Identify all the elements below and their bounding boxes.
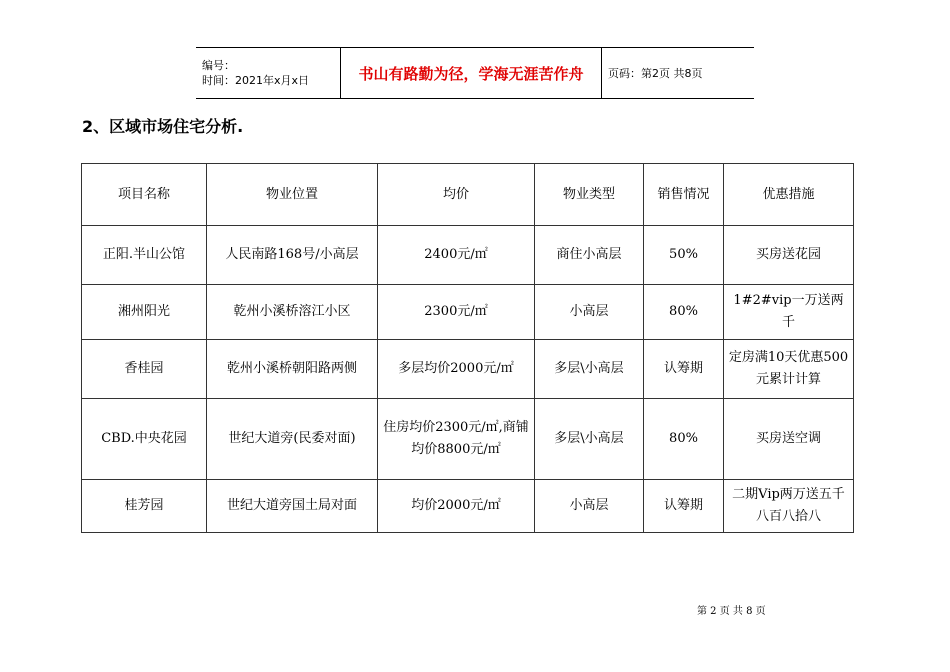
table-cell: 二期Vip两万送五千八百八拾八 xyxy=(724,480,854,533)
table-cell: 多层\小高层 xyxy=(535,399,644,480)
table-cell: 认筹期 xyxy=(644,480,724,533)
table-cell: 2400元/㎡ xyxy=(378,226,535,285)
table-row xyxy=(82,285,854,340)
table-cell: CBD.中央花园 xyxy=(82,399,207,480)
time-label: 时间：2021年x月x日 xyxy=(202,74,310,87)
column-header: 物业类型 xyxy=(535,164,644,226)
table-row xyxy=(82,399,854,480)
table-cell: 认筹期 xyxy=(644,340,724,399)
table-cell: 80% xyxy=(644,285,724,340)
table-cell: 小高层 xyxy=(535,285,644,340)
table-cell: 定房满10天优惠500元累计计算 xyxy=(724,340,854,399)
table-cell: 世纪大道旁(民委对面) xyxy=(207,399,378,480)
table-cell: 80% xyxy=(644,399,724,480)
table-cell: 买房送空调 xyxy=(724,399,854,480)
table-cell: 多层均价2000元/㎡ xyxy=(378,340,535,399)
number-label: 编号： xyxy=(202,59,235,72)
section-title: 2、区域市场住宅分析. xyxy=(82,117,244,136)
table-cell: 商住小高层 xyxy=(535,226,644,285)
column-header: 项目名称 xyxy=(82,164,207,226)
table-cell: 人民南路168号/小高层 xyxy=(207,226,378,285)
header-page: 页码：第2页 共8页 xyxy=(608,67,703,80)
column-header: 物业位置 xyxy=(207,164,378,226)
table-cell: 乾州小溪桥朝阳路两侧 xyxy=(207,340,378,399)
header-motto: 书山有路勤为径，学海无涯苦作舟 xyxy=(341,48,602,98)
table-cell: 多层\小高层 xyxy=(535,340,644,399)
table-row xyxy=(82,226,854,285)
table-cell: 2300元/㎡ xyxy=(378,285,535,340)
table-row xyxy=(82,340,854,399)
table-row xyxy=(82,480,854,533)
table-cell: 住房均价2300元/㎡,商铺均价8800元/㎡ xyxy=(378,399,535,480)
table-cell: 小高层 xyxy=(535,480,644,533)
table-cell: 香桂园 xyxy=(82,340,207,399)
table-cell: 1#2#vip一万送两千 xyxy=(724,285,854,340)
table-cell: 世纪大道旁国土局对面 xyxy=(207,480,378,533)
column-header: 销售情况 xyxy=(644,164,724,226)
table-header-row xyxy=(82,164,854,226)
table-cell: 乾州小溪桥溶江小区 xyxy=(207,285,378,340)
table-cell: 正阳.半山公馆 xyxy=(82,226,207,285)
table-cell: 均价2000元/㎡ xyxy=(378,480,535,533)
table-cell: 50% xyxy=(644,226,724,285)
header-meta xyxy=(196,48,341,98)
column-header: 优惠措施 xyxy=(724,164,854,226)
column-header: 均价 xyxy=(378,164,535,226)
table-cell: 买房送花园 xyxy=(724,226,854,285)
page-footer: 第 2 页 共 8 页 xyxy=(697,606,766,617)
document-header xyxy=(196,47,754,99)
table-cell: 桂芳园 xyxy=(82,480,207,533)
table-cell: 湘州阳光 xyxy=(82,285,207,340)
market-table xyxy=(81,163,854,533)
